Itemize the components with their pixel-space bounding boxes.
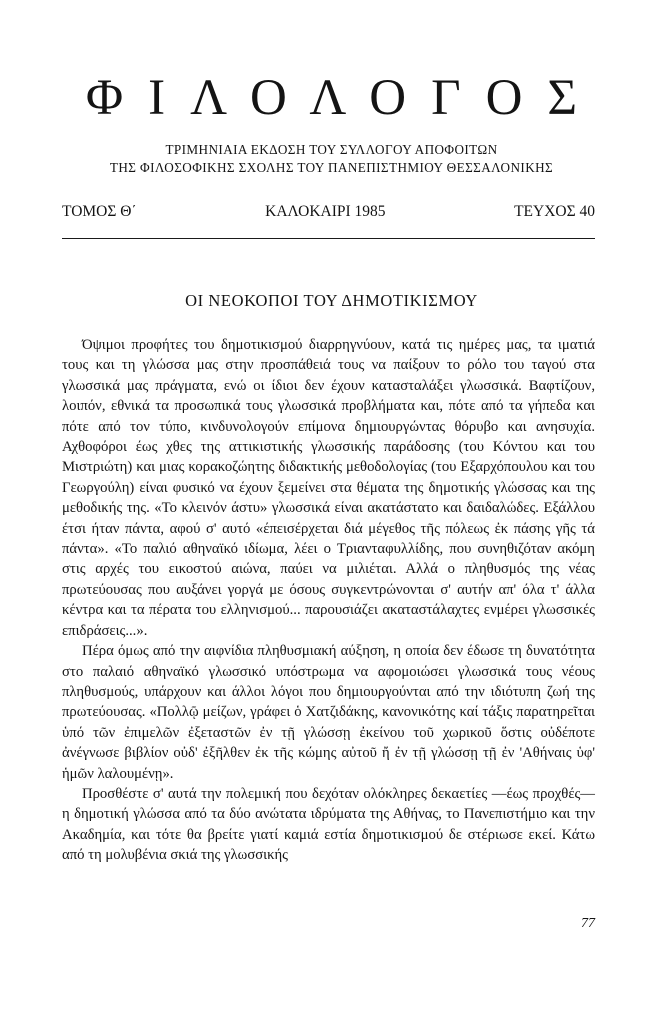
issue-info — [62, 202, 595, 222]
article-body — [62, 335, 595, 866]
journal-masthead: ΦΙΛΟΛΟΓΟΣ — [85, 70, 603, 126]
article-paragraph: Όψιμοι προφήτες του δημοτικισμού διαρρηγνύουν, κατά τις ημέρες μας, τα ιματιά τους και τη γλώσσα μας στην προσπάθειά τους να παίξουν το ρόλο του ταγού στα γλωσσικά μας πράγματα, ενώ οι ίδιοι δεν έχουν κατασταλάξει γλωσσικά. Βαφτίζουν, λοιπόν, εθνικά τα προσωπικά τους γλωσσικά προβλήματα και, πότε από τα γήπεδα και πότε από τον τύπο, κινδυνολογούν επίμονα δημιουργώντας θόρυβο και ανησυχία. Αχθοφόροι έως χθες της αττικιστικής γλωσσικής παράδοσης (του Κόντου και του Μιστριώτη) και μιας κορακοζώητης διδακτικής μεθοδολογίας (του Εξαρχόπουλου και του Γεωργούλη) είναι φυσικό να έχουν ξεμείνει στα θέματα της δημοτικής γλώσσας και της μεθοδικής της. «Το κλεινόν άστυ» γλωσσικά είναι ακατάστατο και δαιδαλώδες. Εξάλλου έτσι ήταν πάντα, αφού σ' αυτό «έπεισέρχεται διά μέγεθος τῆς πόλεως ἐκ πάσης γῆς τά πάντα». «Το παλιό αθηναϊκό ιδίωμα, λέει ο Τριανταφυλλίδης, που συνηθιζόταν ακόμη στις αρχές του εικοστού αιώνα, παύει να μιλιέται. Αλλά ο πληθυσμός της νέας πρωτεύουσας που αυξάνει γοργά με όσους συγκεντρώνονται σ' αυτήν απ' όλα τ' άλλα κέντρα και τα πέρατα του ελληνισμού... παρουσιάζει ακαταστάλαχτες ενμέρει γλωσσικές επιδράσεις...». — [62, 337, 595, 639]
header-divider — [62, 238, 595, 239]
article-title: ΟΙ ΝΕΟΚΟΠΟΙ ΤΟΥ ΔΗΜΟΤΙΚΙΣΜΟΥ — [185, 291, 478, 310]
page-number: 77 — [581, 916, 595, 931]
subtitle-line-1: ΤΡΙΜΗΝΙΑΙΑ ΕΚΔΟΣΗ ΤΟΥ ΣΥΛΛΟΓΟΥ ΑΠΟΦΟΙΤΩΝ — [165, 142, 498, 157]
issue-volume: ΤΟΜΟΣ Θ΄ — [62, 203, 137, 220]
article-paragraph: Πέρα όμως από την αιφνίδια πληθυσμιακή αύξηση, η οποία δεν έδωσε τη δυνατότητα στο παλαιό αθηναϊκό γλωσσικό υπόστρωμα να αφομοιώσει γλωσσικά τους νέους πληθυσμούς, υπάρχουν και άλλοι λόγοι που δημιουργούνται από την ιδιότυπη ζωή της πρωτεύουσας. «Πολλῷ μείζων, γράφει ὁ Χατζιδάκης, κανονικότης καί τάξις παρατηρεῖται ὑπό τῶν ἐπιμελῶν ἐξεταστῶν ἐν τῇ γλώσσῃ ἐκείνου τοῦ χωρικοῦ ὅστις οὐδέποτε ἀνέγνωσε βιβλίον οὐδ' ἐξῆλθεν ἐκ τῆς κώμης αὐτοῦ ἤ ἐν τῇ γλώσσῃ τῇ ἐν 'Αθήναις ὑφ' ἡμῶν λαλουμένῃ». — [62, 643, 595, 782]
issue-season: ΚΑΛΟΚΑΙΡΙ 1985 — [265, 203, 386, 220]
subtitle-line-2: ΤΗΣ ΦΙΛΟΣΟΦΙΚΗΣ ΣΧΟΛΗΣ ΤΟΥ ΠΑΝΕΠΙΣΤΗΜΙΟΥ ΘΕΣΣΑΛΟΝΙΚΗΣ — [109, 160, 554, 175]
article-paragraph: Προσθέστε σ' αυτά την πολεμική που δεχόταν ολόκληρες δεκαετίες —έως προχθές— η δημοτική γλώσσα από τα δύο ανώτατα ιδρύματα της Αθήνας, το Πανεπιστήμιο και την Ακαδημία, και τότε θα βρείτε γιατί καμιά εστία δημοτικισμού δε στέριωσε εκεί. Κάτω από τη μολυβένια σκιά της γλωσσικής — [62, 785, 595, 864]
journal-subtitle — [0, 141, 663, 177]
issue-number: ΤΕΥΧΟΣ 40 — [514, 203, 595, 220]
